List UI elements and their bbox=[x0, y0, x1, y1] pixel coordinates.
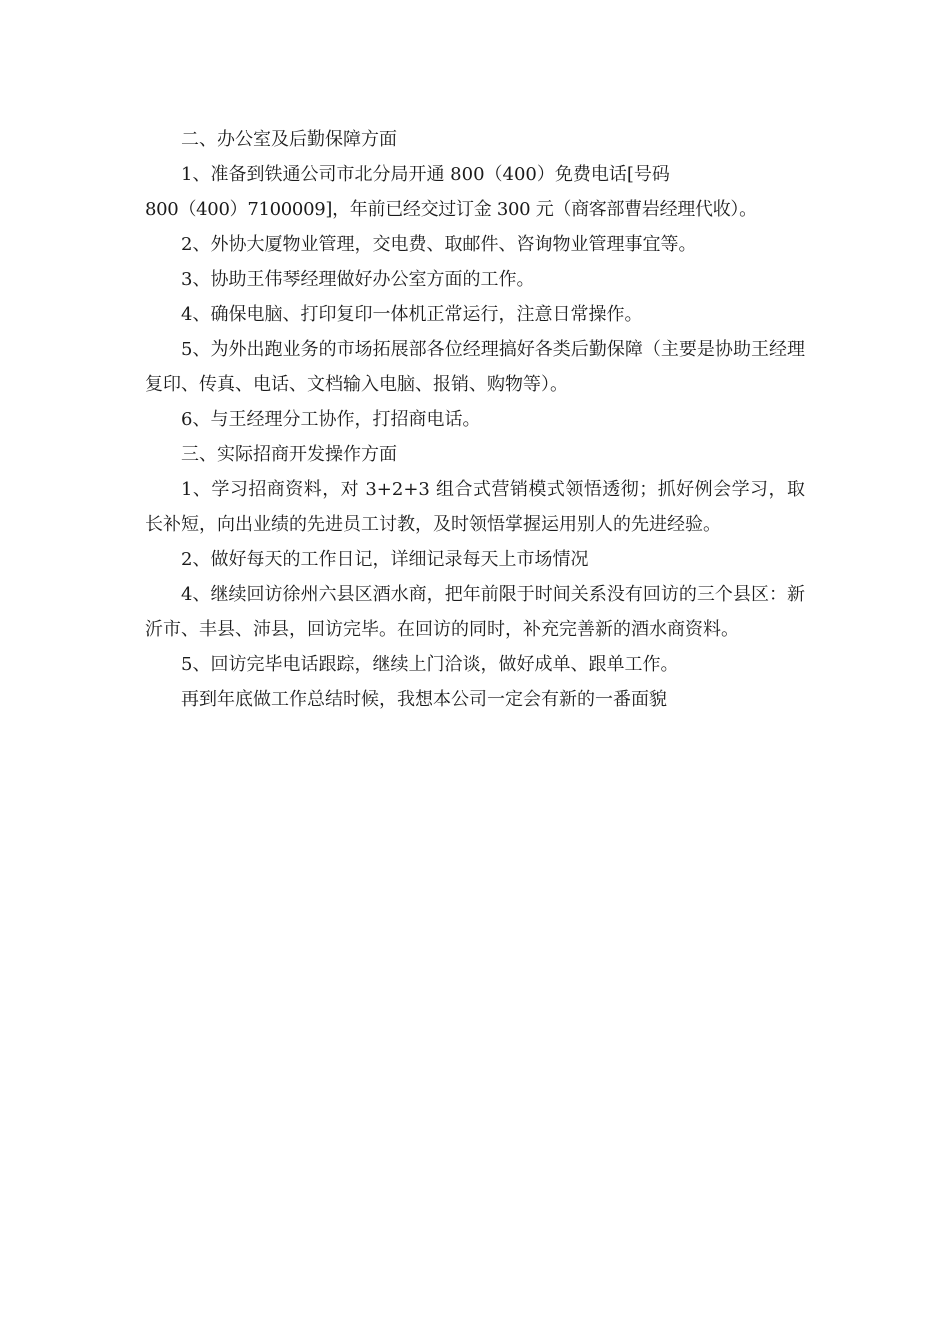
list-item-diary: 2、做好每天的工作日记，详细记录每天上市场情况 bbox=[181, 549, 589, 570]
list-item-assist-office: 3、协助王伟琴经理做好办公室方面的工作。 bbox=[181, 269, 535, 290]
list-item-phone-line-second: 800（400）7100009]，年前已经交过订金 300 元（商客部曹岩经理代收）。 bbox=[145, 199, 757, 220]
list-item-equipment: 4、确保电脑、打印复印一体机正常运行，注意日常操作。 bbox=[181, 304, 643, 325]
closing-paragraph: 再到年底做工作总结时候，我想本公司一定会有新的一番面貌 bbox=[181, 689, 667, 710]
list-item-logistics: 5、为外出跑业务的市场拓展部各位经理搞好各类后勤保障（主要是协助王经理复印、传真、电话、文档输入电脑、报销、购物等）。 bbox=[145, 339, 805, 395]
section-heading-office: 二、办公室及后勤保障方面 bbox=[181, 129, 397, 150]
list-item-property: 2、外协大厦物业管理，交电费、取邮件、咨询物业管理事宜等。 bbox=[181, 234, 697, 255]
list-item-phone-line bbox=[145, 157, 805, 227]
list-item-calls: 6、与王经理分工协作，打招商电话。 bbox=[181, 409, 481, 430]
list-item-revisit: 4、继续回访徐州六县区酒水商，把年前限于时间关系没有回访的三个县区：新沂市、丰县、沛县，回访完毕。在回访的同时，补充完善新的酒水商资料。 bbox=[145, 584, 805, 640]
list-item-follow-up: 5、回访完毕电话跟踪，继续上门洽谈，做好成单、跟单工作。 bbox=[181, 654, 679, 675]
section-heading-recruitment: 三、实际招商开发操作方面 bbox=[181, 444, 397, 465]
list-item-study: 1、学习招商资料，对 3+2+3 组合式营销模式领悟透彻；抓好例会学习，取长补短，向出业绩的先进员工讨教，及时领悟掌握运用别人的先进经验。 bbox=[145, 479, 805, 535]
list-item-phone-line-first: 1、准备到铁通公司市北分局开通 800（400）免费电话[号码 bbox=[181, 164, 670, 185]
document-body bbox=[145, 122, 805, 717]
